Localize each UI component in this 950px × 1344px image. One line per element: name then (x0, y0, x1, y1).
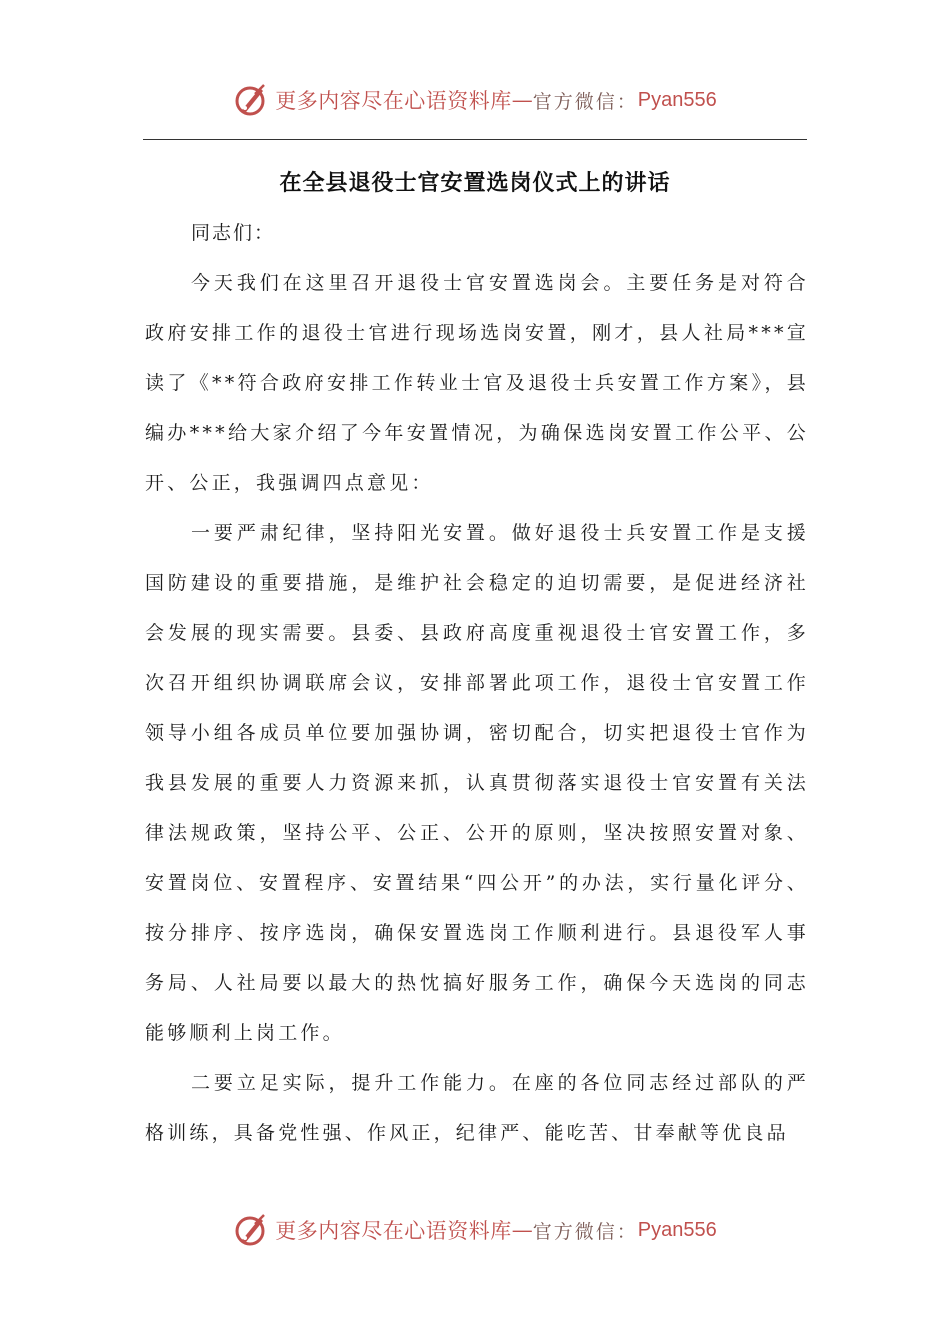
paragraph-3: 二要立足实际，提升工作能力。在座的各位同志经过部队的严格训练，具备党性强、作风正，纪律严、能吃苦、甘奉献等优良品 (145, 1072, 809, 1144)
paragraph-1: 今天我们在这里召开退役士官安置选岗会。主要任务是对符合政府安排工作的退役士官进行现场选岗安置，刚才，县人社局***宣读了《**符合政府安排工作转业士官及退役士兵安置工作方案》，县编办***给大家介绍了今年安置情况，为确保选岗安置工作公平、公开、公正，我强调四点意见： (145, 272, 809, 494)
header-wechat-id: Pyan556 (637, 88, 717, 111)
document-body (145, 208, 809, 1158)
salutation: 同志们： (191, 222, 276, 244)
quill-logo-icon (233, 82, 269, 118)
paragraph-2: 一要严肃纪律，坚持阳光安置。做好退役士兵安置工作是支援国防建设的重要措施，是维护社会稳定的迫切需要，是促进经济社会发展的现实需要。县委、县政府高度重视退役士官安置工作，多次召开组织协调联席会议，安排部署此项工作，退役士官安置工作领导小组各成员单位要加强协调，密切配合，切实把退役士官作为我县发展的重要人力资源来抓，认真贯彻落实退役士官安置有关法律法规政策，坚持公平、公正、公开的原则，坚决按照安置对象、安置岗位、安置程序、安置结果“四公开”的办法，实行量化评分、按分排序、按序选岗，确保安置选岗工作顺利进行。县退役军人事务局、人社局要以最大的热忱搞好服务工作，确保今天选岗的同志能够顺利上岗工作。 (145, 522, 809, 1044)
footer-wechat-label: 官方微信： (532, 1220, 638, 1243)
footer-wechat-id: Pyan556 (637, 1218, 717, 1241)
footer-dash: — (511, 1218, 533, 1242)
header-dash: — (511, 88, 533, 112)
document-title: 在全县退役士官安置选岗仪式上的讲话 (279, 171, 671, 196)
footer-banner (0, 1208, 950, 1252)
footer-brand-text: 更多内容尽在心语资料库 (275, 1219, 512, 1243)
quill-logo-icon (233, 1212, 269, 1248)
header-banner (0, 78, 950, 122)
header-wechat-label: 官方微信： (532, 90, 638, 113)
header-divider (143, 139, 807, 140)
header-brand-text: 更多内容尽在心语资料库 (275, 89, 512, 113)
